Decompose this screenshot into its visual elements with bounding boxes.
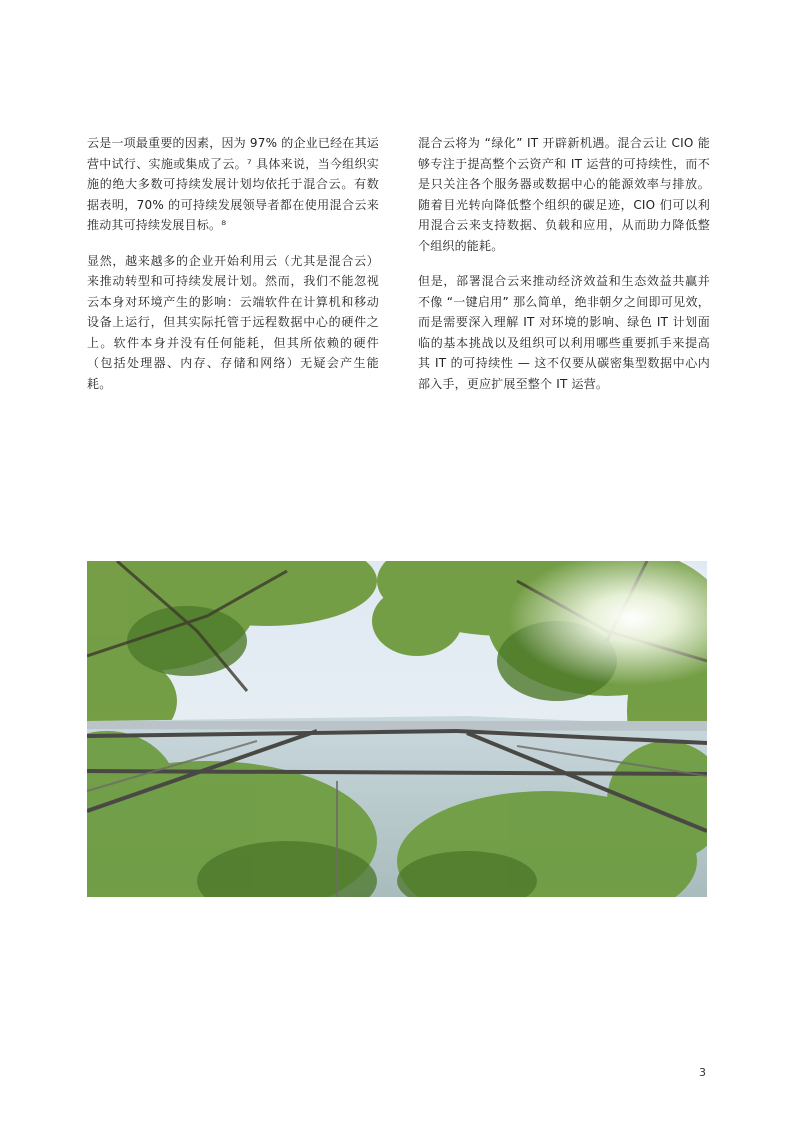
right-paragraph-2: 但是，部署混合云来推动经济效益和生态效益共赢并不像 “一键启用” 那么简单，绝非朝夕之间即可见效，而是需要深入理解 IT 对环境的影响、绿色 IT 计划面临的基本挑战以及组织可以利用哪些重要抓手来提高其 IT 的可持续性 — 这不仅要从碳密集型数据中心内部入手，更应扩展至整个 IT 运营。	[418, 274, 710, 391]
right-text-column	[418, 133, 710, 409]
right-paragraph-1: 混合云将为 “绿化” IT 开辟新机遇。混合云让 CIO 能够专注于提高整个云资产和 IT 运营的可持续性，而不是只关注各个服务器或数据中心的能源效率与排放。随着目光转向降低整个组织的碳足迹，CIO 们可以利用混合云来支持数据、负载和应用，从而助力降低整个组织的能耗。	[418, 136, 710, 253]
trees-glass-building-photo	[87, 561, 707, 897]
left-text-column	[87, 133, 379, 409]
page-number: 3	[699, 1066, 706, 1079]
left-paragraph-1: 云是一项最重要的因素，因为 97% 的企业已经在其运营中试行、实施或集成了云。⁷ 具体来说，当今组织实施的绝大多数可持续发展计划均依托于混合云。有数据表明，70% 的可持续发展领导者都在使用混合云来推动其可持续发展目标。⁸	[87, 136, 379, 232]
left-paragraph-2: 显然，越来越多的企业开始利用云（尤其是混合云）来推动转型和可持续发展计划。然而，我们不能忽视云本身对环境产生的影响：云端软件在计算机和移动设备上运行，但其实际托管于远程数据中心的硬件之上。软件本身并没有任何能耗，但其所依赖的硬件（包括处理器、内存、存储和网络）无疑会产生能耗。	[87, 253, 379, 391]
